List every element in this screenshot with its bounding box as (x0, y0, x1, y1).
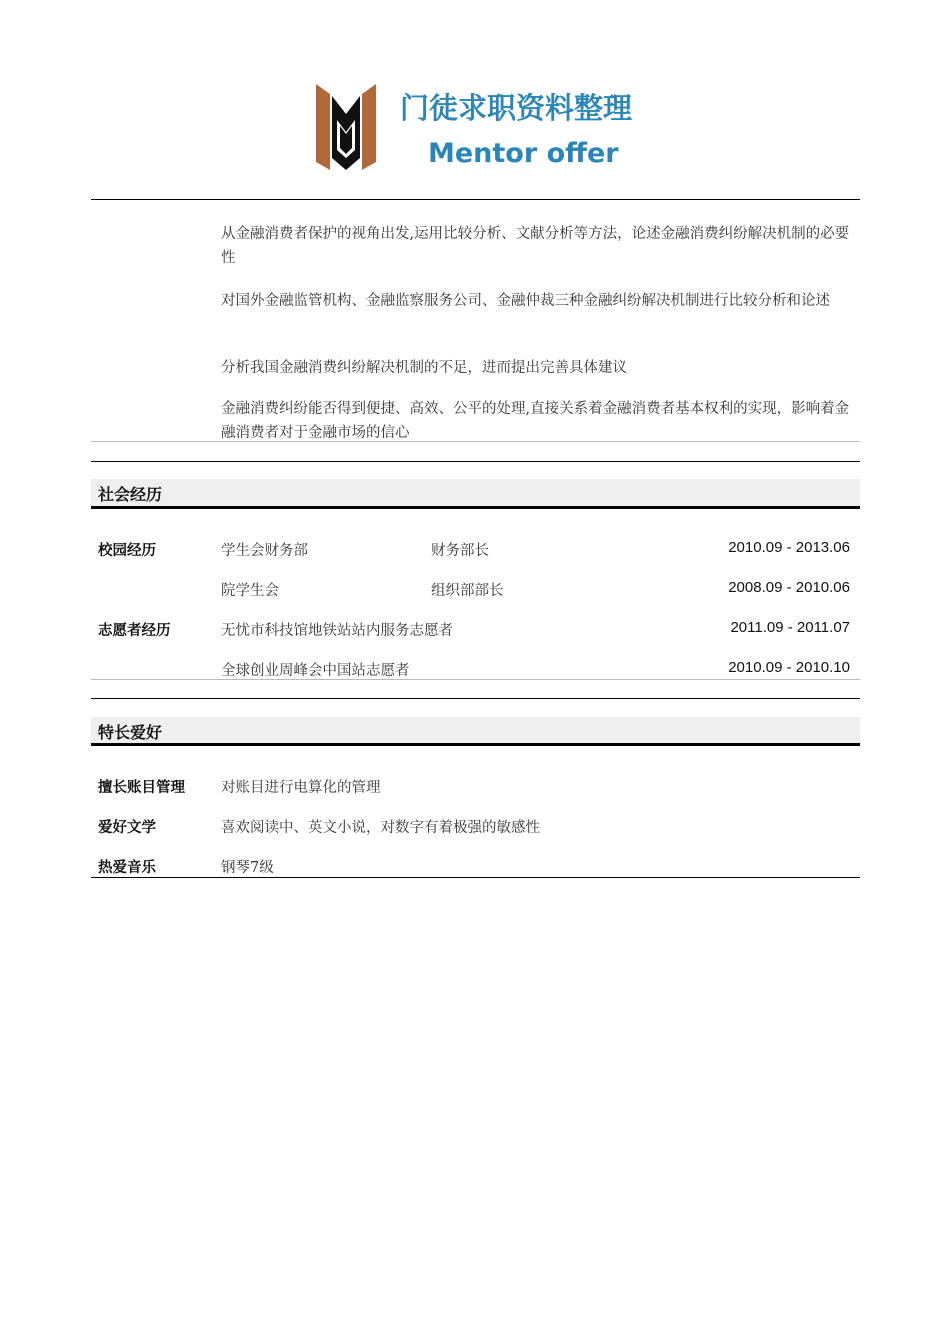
section-underline (91, 743, 860, 746)
volunteer-date: 2010.09 - 2010.10 (728, 659, 850, 676)
section-title: 社会经历 (98, 485, 163, 504)
volunteer-label: 志愿者经历 (98, 623, 171, 639)
project-paragraph: 对国外金融监管机构、金融监察服务公司、金融仲裁三种金融纠纷解决机制进行比较分析和论述 (221, 293, 830, 309)
volunteer-org: 全球创业周峰会中国站志愿者 (221, 663, 410, 679)
logo-title-cn: 门徒求职资料整理 (400, 91, 633, 125)
campus-org: 院学生会 (221, 583, 279, 599)
hobby-desc: 喜欢阅读中、英文小说，对数字有着极强的敏感性 (221, 820, 540, 836)
project-paragraph: 从金融消费者保护的视角出发,运用比较分析、文献分析等方法，论述金融消费纠纷解决机制的必要性 (221, 226, 850, 266)
campus-role: 组织部部长 (431, 583, 504, 599)
section-top-divider (91, 461, 860, 462)
hobby-desc: 钢琴7级 (221, 860, 274, 876)
social-bottom-divider (91, 679, 860, 680)
header-divider (91, 199, 860, 200)
volunteer-org: 无忧市科技馆地铁站站内服务志愿者 (221, 623, 453, 639)
logo (310, 80, 650, 180)
hobby-desc: 对账目进行电算化的管理 (221, 780, 381, 796)
section-title: 特长爱好 (98, 723, 163, 742)
section-header-hobbies (91, 717, 860, 745)
campus-org: 学生会财务部 (221, 543, 308, 559)
section-underline (91, 506, 860, 509)
campus-date: 2010.09 - 2013.06 (728, 539, 850, 556)
project-paragraph: 分析我国金融消费纠纷解决机制的不足，进而提出完善具体建议 (221, 360, 627, 376)
mentor-logo-icon (310, 80, 382, 174)
logo-title-en: Mentor offer (428, 138, 619, 169)
project-bottom-divider (91, 441, 860, 442)
section-header-social (91, 479, 860, 507)
campus-date: 2008.09 - 2010.06 (728, 579, 850, 596)
campus-role: 财务部长 (431, 543, 489, 559)
hobby-label: 热爱音乐 (98, 860, 156, 876)
hobby-label: 爱好文学 (98, 820, 156, 836)
hobby-label: 擅长账目管理 (98, 780, 185, 796)
section-top-divider (91, 698, 860, 699)
project-paragraph: 金融消费纠纷能否得到便捷、高效、公平的处理,直接关系着金融消费者基本权利的实现，影响着金融消费者对于金融市场的信心 (221, 401, 850, 441)
campus-label: 校园经历 (98, 543, 156, 559)
volunteer-date: 2011.09 - 2011.07 (730, 619, 850, 636)
hobbies-bottom-divider (91, 877, 860, 878)
